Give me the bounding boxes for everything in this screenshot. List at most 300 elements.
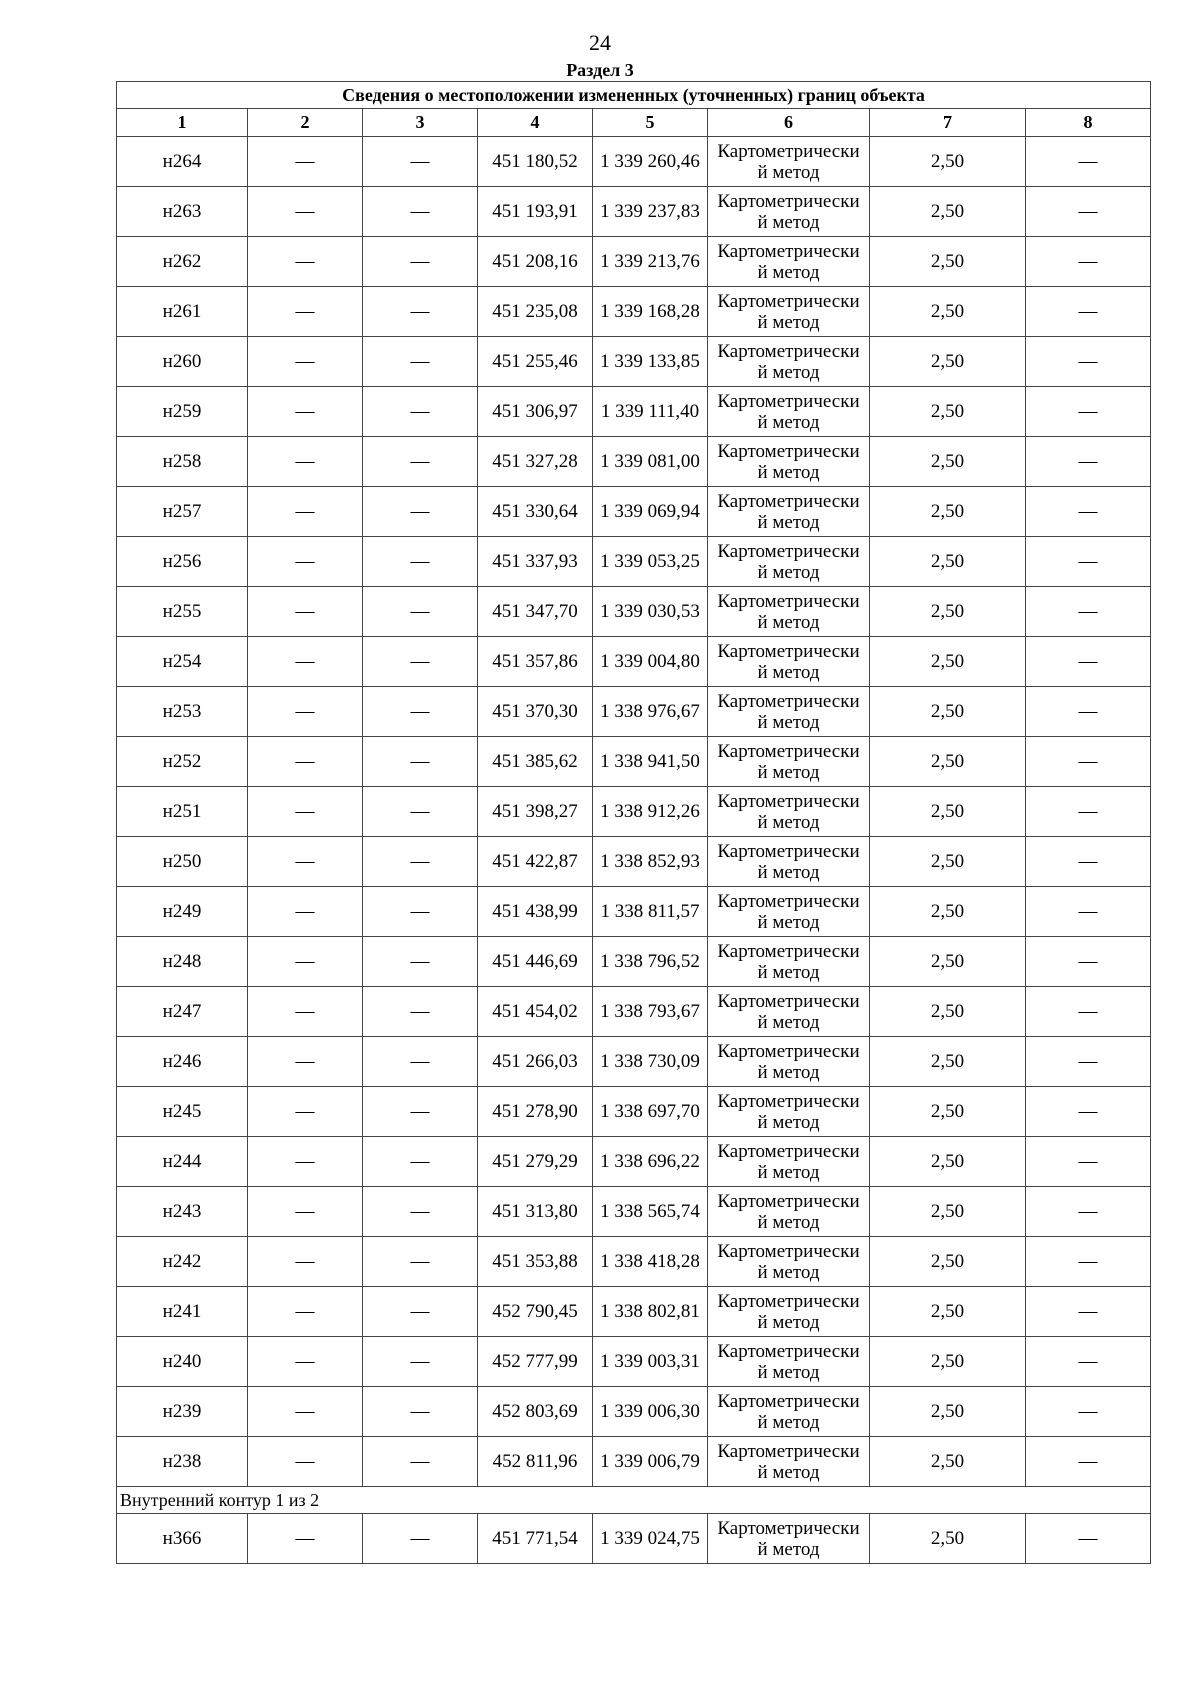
table-row bbox=[117, 187, 1151, 237]
method-line-2: й метод bbox=[757, 561, 820, 583]
column-8-cell: — bbox=[1026, 1437, 1151, 1487]
y-coordinate-cell: 1 338 418,28 bbox=[593, 1237, 708, 1287]
column-8-cell: — bbox=[1026, 737, 1151, 787]
method-line-1: Картометрически bbox=[717, 1140, 860, 1162]
accuracy-cell: 2,50 bbox=[870, 837, 1026, 887]
point-number-cell: н261 bbox=[117, 287, 248, 337]
y-coordinate-cell: 1 338 696,22 bbox=[593, 1137, 708, 1187]
method-line-2: й метод bbox=[757, 811, 820, 833]
method-cell bbox=[708, 187, 870, 237]
x-coordinate-cell: 451 313,80 bbox=[478, 1187, 593, 1237]
column-8-cell: — bbox=[1026, 1337, 1151, 1387]
table-row bbox=[117, 1137, 1151, 1187]
x-coordinate-cell: 451 347,70 bbox=[478, 587, 593, 637]
method-line-1: Картометрически bbox=[717, 290, 860, 312]
table-row bbox=[117, 937, 1151, 987]
method-cell bbox=[708, 837, 870, 887]
x-coordinate-cell: 452 803,69 bbox=[478, 1387, 593, 1437]
table-row bbox=[117, 587, 1151, 637]
method-line-1: Картометрически bbox=[717, 1290, 860, 1312]
method-line-1: Картометрически bbox=[717, 390, 860, 412]
x-coordinate-cell: 451 398,27 bbox=[478, 787, 593, 837]
x-coordinate-cell: 451 422,87 bbox=[478, 837, 593, 887]
method-line-1: Картометрически bbox=[717, 690, 860, 712]
accuracy-cell: 2,50 bbox=[870, 1237, 1026, 1287]
column-3-cell: — bbox=[363, 1137, 478, 1187]
table-row bbox=[117, 1237, 1151, 1287]
column-2-cell: — bbox=[248, 637, 363, 687]
method-line-1: Картометрически bbox=[717, 1190, 860, 1212]
column-2-cell: — bbox=[248, 587, 363, 637]
accuracy-cell: 2,50 bbox=[870, 137, 1026, 187]
y-coordinate-cell: 1 338 565,74 bbox=[593, 1187, 708, 1237]
column-8-cell: — bbox=[1026, 537, 1151, 587]
page-number: 24 bbox=[589, 30, 611, 55]
y-coordinate-cell: 1 338 941,50 bbox=[593, 737, 708, 787]
column-2-cell: — bbox=[248, 787, 363, 837]
method-line-2: й метод bbox=[757, 411, 820, 433]
point-number-cell: н262 bbox=[117, 237, 248, 287]
x-coordinate-cell: 451 180,52 bbox=[478, 137, 593, 187]
method-line-2: й метод bbox=[757, 1011, 820, 1033]
table-row bbox=[117, 1287, 1151, 1337]
column-2-cell: — bbox=[248, 1037, 363, 1087]
accuracy-cell: 2,50 bbox=[870, 237, 1026, 287]
inner-contour-rows bbox=[117, 1514, 1151, 1564]
column-2-cell: — bbox=[248, 837, 363, 887]
method-line-2: й метод bbox=[757, 1461, 820, 1483]
method-cell bbox=[708, 937, 870, 987]
column-2-cell: — bbox=[248, 1237, 363, 1287]
point-number-cell: н243 bbox=[117, 1187, 248, 1237]
x-coordinate-cell: 451 353,88 bbox=[478, 1237, 593, 1287]
method-cell bbox=[708, 887, 870, 937]
point-number-cell: н241 bbox=[117, 1287, 248, 1337]
table-row bbox=[117, 987, 1151, 1037]
method-cell bbox=[708, 437, 870, 487]
method-line-1: Картометрически bbox=[717, 540, 860, 562]
method-line-1: Картометрически bbox=[717, 440, 860, 462]
column-2-cell: — bbox=[248, 137, 363, 187]
column-2-cell: — bbox=[248, 487, 363, 537]
y-coordinate-cell: 1 338 811,57 bbox=[593, 887, 708, 937]
x-coordinate-cell: 451 385,62 bbox=[478, 737, 593, 787]
y-coordinate-cell: 1 338 852,93 bbox=[593, 837, 708, 887]
column-8-cell: — bbox=[1026, 437, 1151, 487]
method-line-1: Картометрически bbox=[717, 990, 860, 1012]
method-cell bbox=[708, 137, 870, 187]
column-8-cell: — bbox=[1026, 1137, 1151, 1187]
column-2-cell: — bbox=[248, 887, 363, 937]
y-coordinate-cell: 1 339 053,25 bbox=[593, 537, 708, 587]
column-3-cell: — bbox=[363, 237, 478, 287]
column-number: 7 bbox=[870, 109, 1026, 137]
method-line-2: й метод bbox=[757, 1538, 820, 1560]
point-number-cell: н259 bbox=[117, 387, 248, 437]
table-row bbox=[117, 837, 1151, 887]
x-coordinate-cell: 452 777,99 bbox=[478, 1337, 593, 1387]
x-coordinate-cell: 451 438,99 bbox=[478, 887, 593, 937]
accuracy-cell: 2,50 bbox=[870, 437, 1026, 487]
point-number-cell: н245 bbox=[117, 1087, 248, 1137]
accuracy-cell: 2,50 bbox=[870, 937, 1026, 987]
y-coordinate-cell: 1 339 237,83 bbox=[593, 187, 708, 237]
table-row bbox=[117, 437, 1151, 487]
method-line-1: Картометрически bbox=[717, 190, 860, 212]
y-coordinate-cell: 1 338 796,52 bbox=[593, 937, 708, 987]
table-row bbox=[117, 237, 1151, 287]
accuracy-cell: 2,50 bbox=[870, 587, 1026, 637]
method-line-1: Картометрически bbox=[717, 1390, 860, 1412]
column-8-cell: — bbox=[1026, 1087, 1151, 1137]
method-line-2: й метод bbox=[757, 211, 820, 233]
method-line-2: й метод bbox=[757, 311, 820, 333]
x-coordinate-cell: 451 279,29 bbox=[478, 1137, 593, 1187]
x-coordinate-cell: 451 337,93 bbox=[478, 537, 593, 587]
method-cell bbox=[708, 687, 870, 737]
column-8-cell: — bbox=[1026, 387, 1151, 437]
method-line-2: й метод bbox=[757, 911, 820, 933]
method-line-1: Картометрически bbox=[717, 940, 860, 962]
point-number-cell: н249 bbox=[117, 887, 248, 937]
point-number-cell: н242 bbox=[117, 1237, 248, 1287]
method-line-2: й метод bbox=[757, 1411, 820, 1433]
point-number-cell: н260 bbox=[117, 337, 248, 387]
accuracy-cell: 2,50 bbox=[870, 1514, 1026, 1564]
column-3-cell: — bbox=[363, 1437, 478, 1487]
y-coordinate-cell: 1 339 111,40 bbox=[593, 387, 708, 437]
column-2-cell: — bbox=[248, 437, 363, 487]
method-line-2: й метод bbox=[757, 361, 820, 383]
column-2-cell: — bbox=[248, 287, 363, 337]
method-line-2: й метод bbox=[757, 1261, 820, 1283]
point-number-cell: н248 bbox=[117, 937, 248, 987]
method-cell bbox=[708, 237, 870, 287]
method-line-2: й метод bbox=[757, 1311, 820, 1333]
table-caption: Сведения о местоположении измененных (уточненных) границ объекта bbox=[117, 82, 1151, 109]
column-3-cell: — bbox=[363, 137, 478, 187]
method-line-2: й метод bbox=[757, 161, 820, 183]
column-8-cell: — bbox=[1026, 1387, 1151, 1437]
y-coordinate-cell: 1 339 030,53 bbox=[593, 587, 708, 637]
column-2-cell: — bbox=[248, 1387, 363, 1437]
method-line-2: й метод bbox=[757, 961, 820, 983]
method-cell bbox=[708, 737, 870, 787]
column-2-cell: — bbox=[248, 237, 363, 287]
point-number-cell: н238 bbox=[117, 1437, 248, 1487]
table-row bbox=[117, 137, 1151, 187]
x-coordinate-cell: 451 208,16 bbox=[478, 237, 593, 287]
method-line-1: Картометрически bbox=[717, 1340, 860, 1362]
point-number-cell: н257 bbox=[117, 487, 248, 537]
column-8-cell: — bbox=[1026, 1187, 1151, 1237]
method-line-1: Картометрически bbox=[717, 490, 860, 512]
table-row bbox=[117, 287, 1151, 337]
column-2-cell: — bbox=[248, 737, 363, 787]
column-8-cell: — bbox=[1026, 937, 1151, 987]
column-number: 6 bbox=[708, 109, 870, 137]
method-line-1: Картометрически bbox=[717, 1440, 860, 1462]
y-coordinate-cell: 1 338 976,67 bbox=[593, 687, 708, 737]
accuracy-cell: 2,50 bbox=[870, 487, 1026, 537]
table-row bbox=[117, 537, 1151, 587]
accuracy-cell: 2,50 bbox=[870, 637, 1026, 687]
column-3-cell: — bbox=[363, 887, 478, 937]
x-coordinate-cell: 451 446,69 bbox=[478, 937, 593, 987]
column-2-cell: — bbox=[248, 187, 363, 237]
method-line-1: Картометрически bbox=[717, 790, 860, 812]
column-2-cell: — bbox=[248, 937, 363, 987]
x-coordinate-cell: 451 330,64 bbox=[478, 487, 593, 537]
method-line-1: Картометрически bbox=[717, 1240, 860, 1262]
method-line-1: Картометрически bbox=[717, 1090, 860, 1112]
method-line-1: Картометрически bbox=[717, 1040, 860, 1062]
method-cell bbox=[708, 337, 870, 387]
point-number-cell: н264 bbox=[117, 137, 248, 187]
method-line-2: й метод bbox=[757, 1111, 820, 1133]
method-line-2: й метод bbox=[757, 1161, 820, 1183]
column-8-cell: — bbox=[1026, 337, 1151, 387]
column-8-cell: — bbox=[1026, 687, 1151, 737]
column-3-cell: — bbox=[363, 1287, 478, 1337]
column-number: 8 bbox=[1026, 109, 1151, 137]
column-3-cell: — bbox=[363, 787, 478, 837]
accuracy-cell: 2,50 bbox=[870, 737, 1026, 787]
accuracy-cell: 2,50 bbox=[870, 537, 1026, 587]
point-number-cell: н251 bbox=[117, 787, 248, 837]
point-number-cell: н256 bbox=[117, 537, 248, 587]
method-line-1: Картометрически bbox=[717, 740, 860, 762]
y-coordinate-cell: 1 338 697,70 bbox=[593, 1087, 708, 1137]
method-line-1: Картометрически bbox=[717, 640, 860, 662]
column-2-cell: — bbox=[248, 1514, 363, 1564]
column-8-cell: — bbox=[1026, 487, 1151, 537]
point-number-cell: н250 bbox=[117, 837, 248, 887]
column-8-cell: — bbox=[1026, 987, 1151, 1037]
y-coordinate-cell: 1 339 081,00 bbox=[593, 437, 708, 487]
column-8-cell: — bbox=[1026, 1237, 1151, 1287]
y-coordinate-cell: 1 339 069,94 bbox=[593, 487, 708, 537]
point-number-cell: н254 bbox=[117, 637, 248, 687]
method-cell bbox=[708, 287, 870, 337]
accuracy-cell: 2,50 bbox=[870, 1137, 1026, 1187]
accuracy-cell: 2,50 bbox=[870, 1387, 1026, 1437]
y-coordinate-cell: 1 338 912,26 bbox=[593, 787, 708, 837]
column-3-cell: — bbox=[363, 537, 478, 587]
table-row bbox=[117, 1037, 1151, 1087]
method-line-2: й метод bbox=[757, 711, 820, 733]
column-2-cell: — bbox=[248, 337, 363, 387]
table-row bbox=[117, 687, 1151, 737]
accuracy-cell: 2,50 bbox=[870, 1187, 1026, 1237]
table-row bbox=[117, 787, 1151, 837]
method-line-1: Картометрически bbox=[717, 840, 860, 862]
main-contour-rows bbox=[117, 137, 1151, 1487]
x-coordinate-cell: 451 370,30 bbox=[478, 687, 593, 737]
method-cell bbox=[708, 1087, 870, 1137]
y-coordinate-cell: 1 339 133,85 bbox=[593, 337, 708, 387]
column-2-cell: — bbox=[248, 1187, 363, 1237]
column-8-cell: — bbox=[1026, 637, 1151, 687]
column-8-cell: — bbox=[1026, 837, 1151, 887]
method-cell bbox=[708, 1187, 870, 1237]
method-cell bbox=[708, 1037, 870, 1087]
method-cell bbox=[708, 787, 870, 837]
table-row bbox=[117, 1187, 1151, 1237]
method-line-2: й метод bbox=[757, 1061, 820, 1083]
y-coordinate-cell: 1 339 006,79 bbox=[593, 1437, 708, 1487]
column-8-cell: — bbox=[1026, 1514, 1151, 1564]
x-coordinate-cell: 451 193,91 bbox=[478, 187, 593, 237]
method-line-1: Картометрически bbox=[717, 240, 860, 262]
column-3-cell: — bbox=[363, 637, 478, 687]
column-2-cell: — bbox=[248, 1137, 363, 1187]
point-number-cell: н263 bbox=[117, 187, 248, 237]
y-coordinate-cell: 1 339 003,31 bbox=[593, 1337, 708, 1387]
column-2-cell: — bbox=[248, 1337, 363, 1387]
point-number-cell: н252 bbox=[117, 737, 248, 787]
x-coordinate-cell: 451 357,86 bbox=[478, 637, 593, 687]
method-cell bbox=[708, 1437, 870, 1487]
column-3-cell: — bbox=[363, 937, 478, 987]
table-row bbox=[117, 887, 1151, 937]
table-row bbox=[117, 1087, 1151, 1137]
column-8-cell: — bbox=[1026, 137, 1151, 187]
y-coordinate-cell: 1 339 213,76 bbox=[593, 237, 708, 287]
accuracy-cell: 2,50 bbox=[870, 337, 1026, 387]
table-row bbox=[117, 637, 1151, 687]
table-row bbox=[117, 487, 1151, 537]
accuracy-cell: 2,50 bbox=[870, 387, 1026, 437]
method-line-2: й метод bbox=[757, 1211, 820, 1233]
accuracy-cell: 2,50 bbox=[870, 787, 1026, 837]
accuracy-cell: 2,50 bbox=[870, 187, 1026, 237]
column-3-cell: — bbox=[363, 1037, 478, 1087]
method-line-2: й метод bbox=[757, 511, 820, 533]
point-number-cell: н247 bbox=[117, 987, 248, 1037]
column-3-cell: — bbox=[363, 1237, 478, 1287]
point-number-cell: н246 bbox=[117, 1037, 248, 1087]
y-coordinate-cell: 1 339 006,30 bbox=[593, 1387, 708, 1437]
boundary-coordinates-table bbox=[116, 81, 1151, 1564]
x-coordinate-cell: 452 790,45 bbox=[478, 1287, 593, 1337]
method-cell bbox=[708, 537, 870, 587]
y-coordinate-cell: 1 339 024,75 bbox=[593, 1514, 708, 1564]
method-cell bbox=[708, 1514, 870, 1564]
column-3-cell: — bbox=[363, 1087, 478, 1137]
method-cell bbox=[708, 1287, 870, 1337]
method-line-1: Картометрически bbox=[717, 1517, 860, 1539]
accuracy-cell: 2,50 bbox=[870, 1037, 1026, 1087]
x-coordinate-cell: 451 327,28 bbox=[478, 437, 593, 487]
method-line-2: й метод bbox=[757, 611, 820, 633]
point-number-cell: н253 bbox=[117, 687, 248, 737]
column-number: 3 bbox=[363, 109, 478, 137]
column-8-cell: — bbox=[1026, 587, 1151, 637]
method-line-2: й метод bbox=[757, 461, 820, 483]
method-cell bbox=[708, 1337, 870, 1387]
column-8-cell: — bbox=[1026, 187, 1151, 237]
method-cell bbox=[708, 587, 870, 637]
column-3-cell: — bbox=[363, 837, 478, 887]
table-row bbox=[117, 737, 1151, 787]
column-2-cell: — bbox=[248, 1087, 363, 1137]
x-coordinate-cell: 451 306,97 bbox=[478, 387, 593, 437]
x-coordinate-cell: 451 771,54 bbox=[478, 1514, 593, 1564]
column-number: 2 bbox=[248, 109, 363, 137]
column-2-cell: — bbox=[248, 537, 363, 587]
table-row bbox=[117, 387, 1151, 437]
method-line-2: й метод bbox=[757, 661, 820, 683]
method-cell bbox=[708, 487, 870, 537]
method-cell bbox=[708, 637, 870, 687]
x-coordinate-cell: 451 266,03 bbox=[478, 1037, 593, 1087]
column-number: 5 bbox=[593, 109, 708, 137]
column-3-cell: — bbox=[363, 1387, 478, 1437]
method-cell bbox=[708, 987, 870, 1037]
section-title: Раздел 3 bbox=[566, 60, 634, 80]
accuracy-cell: 2,50 bbox=[870, 1287, 1026, 1337]
point-number-cell: н366 bbox=[117, 1514, 248, 1564]
column-3-cell: — bbox=[363, 487, 478, 537]
method-cell bbox=[708, 1387, 870, 1437]
column-8-cell: — bbox=[1026, 887, 1151, 937]
accuracy-cell: 2,50 bbox=[870, 1337, 1026, 1387]
y-coordinate-cell: 1 338 730,09 bbox=[593, 1037, 708, 1087]
method-cell bbox=[708, 1237, 870, 1287]
column-number-row bbox=[117, 109, 1151, 137]
method-line-2: й метод bbox=[757, 861, 820, 883]
method-line-1: Картометрически bbox=[717, 890, 860, 912]
y-coordinate-cell: 1 339 004,80 bbox=[593, 637, 708, 687]
x-coordinate-cell: 451 255,46 bbox=[478, 337, 593, 387]
column-3-cell: — bbox=[363, 1187, 478, 1237]
method-line-2: й метод bbox=[757, 261, 820, 283]
point-number-cell: н258 bbox=[117, 437, 248, 487]
method-line-1: Картометрически bbox=[717, 590, 860, 612]
method-line-2: й метод bbox=[757, 1361, 820, 1383]
x-coordinate-cell: 451 278,90 bbox=[478, 1087, 593, 1137]
column-3-cell: — bbox=[363, 287, 478, 337]
accuracy-cell: 2,50 bbox=[870, 687, 1026, 737]
column-8-cell: — bbox=[1026, 287, 1151, 337]
table-row bbox=[117, 337, 1151, 387]
column-3-cell: — bbox=[363, 587, 478, 637]
method-cell bbox=[708, 1137, 870, 1187]
x-coordinate-cell: 451 454,02 bbox=[478, 987, 593, 1037]
point-number-cell: н244 bbox=[117, 1137, 248, 1187]
accuracy-cell: 2,50 bbox=[870, 287, 1026, 337]
column-8-cell: — bbox=[1026, 1037, 1151, 1087]
column-2-cell: — bbox=[248, 687, 363, 737]
column-number: 4 bbox=[478, 109, 593, 137]
column-3-cell: — bbox=[363, 387, 478, 437]
column-2-cell: — bbox=[248, 987, 363, 1037]
table-row bbox=[117, 1514, 1151, 1564]
column-2-cell: — bbox=[248, 1437, 363, 1487]
point-number-cell: н239 bbox=[117, 1387, 248, 1437]
accuracy-cell: 2,50 bbox=[870, 887, 1026, 937]
y-coordinate-cell: 1 339 168,28 bbox=[593, 287, 708, 337]
column-3-cell: — bbox=[363, 337, 478, 387]
column-8-cell: — bbox=[1026, 1287, 1151, 1337]
method-line-2: й метод bbox=[757, 761, 820, 783]
x-coordinate-cell: 451 235,08 bbox=[478, 287, 593, 337]
inner-contour-label: Внутренний контур 1 из 2 bbox=[117, 1487, 1151, 1514]
accuracy-cell: 2,50 bbox=[870, 987, 1026, 1037]
table-row bbox=[117, 1387, 1151, 1437]
table-row bbox=[117, 1337, 1151, 1387]
